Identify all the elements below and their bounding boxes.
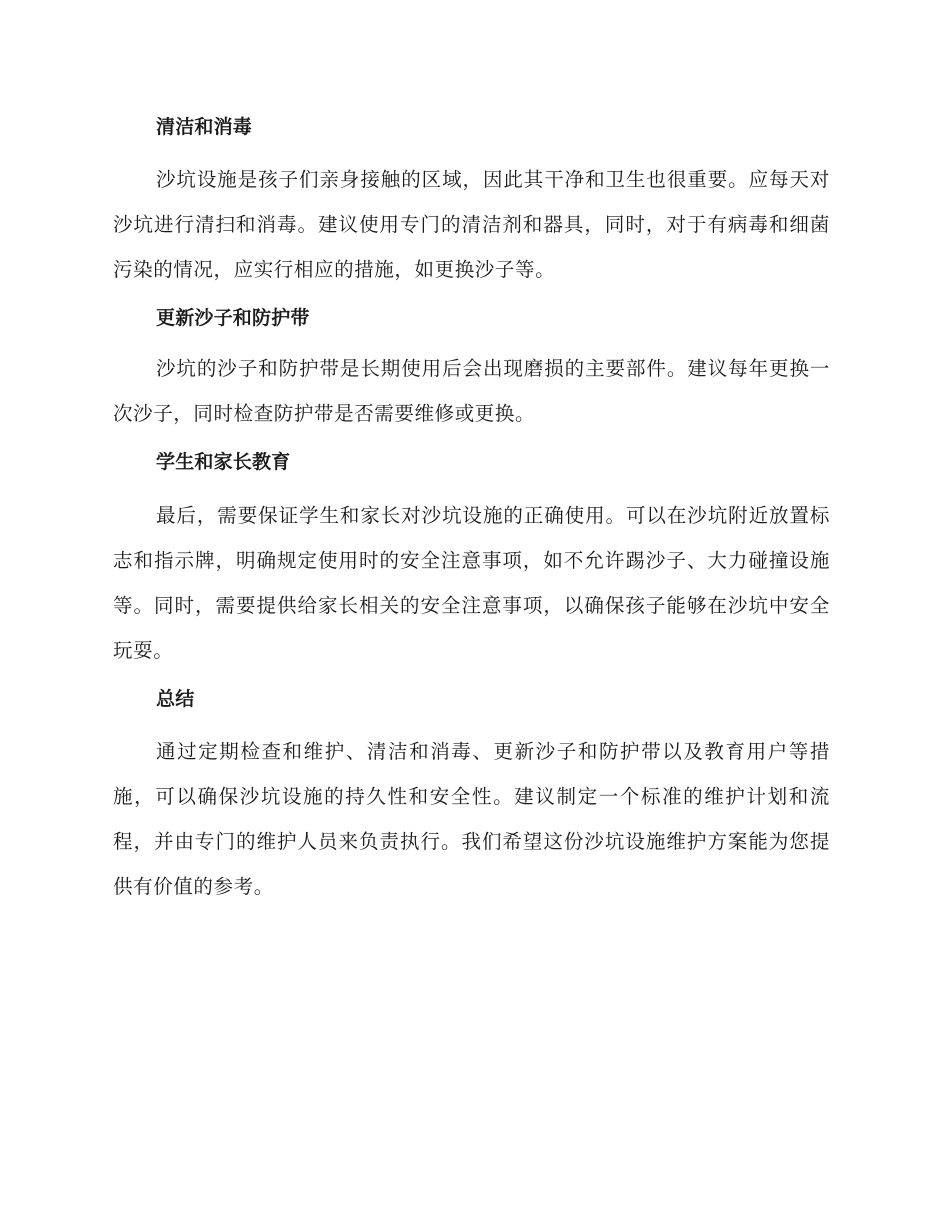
section-body-renew-sand: 沙坑的沙子和防护带是长期使用后会出现磨损的主要部件。建议每年更换一次沙子，同时检查防护带是否需要维修或更换。 bbox=[113, 357, 830, 425]
section-heading-cleaning: 清洁和消毒 bbox=[156, 116, 253, 138]
section-body-education: 最后，需要保证学生和家长对沙坑设施的正确使用。可以在沙坑附近放置标志和指示牌，明确规定使用时的安全注意事项，如不允许踢沙子、大力碰撞设施等。同时，需要提供给家长相关的安全注意事项，以确保孩子能够在沙坑中安全玩耍。 bbox=[113, 504, 830, 662]
section-body-summary: 通过定期检查和维护、清洁和消毒、更新沙子和防护带以及教育用户等措施，可以确保沙坑设施的持久性和安全性。建议制定一个标准的维护计划和流程，并由专门的维护人员来负责执行。我们希望这份沙坑设施维护方案能为您提供有价值的参考。 bbox=[113, 740, 830, 898]
section-heading-renew-sand: 更新沙子和防护带 bbox=[156, 307, 310, 329]
section-heading-education: 学生和家长教育 bbox=[156, 451, 291, 473]
section-heading-summary: 总结 bbox=[156, 688, 195, 710]
section-body-cleaning: 沙坑设施是孩子们亲身接触的区域，因此其干净和卫生也很重要。应每天对沙坑进行清扫和消毒。建议使用专门的清洁剂和器具，同时，对于有病毒和细菌污染的情况，应实行相应的措施，如更换沙子等。 bbox=[113, 168, 830, 281]
